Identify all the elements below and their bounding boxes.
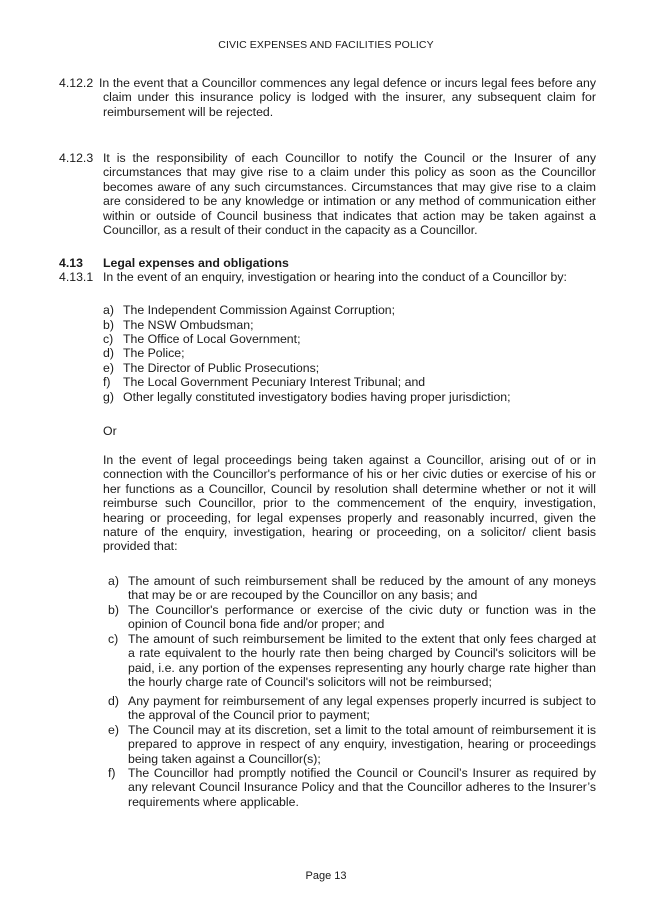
list-text: Other legally constituted investigatory bodies having proper jurisdiction; (123, 390, 511, 404)
list-text: The Councillor's performance or exercise of the civic duty or function was in the opinion of Council bona fide and/or proper; and (128, 603, 596, 632)
list-label: e) (108, 723, 119, 737)
or-text: Or (103, 424, 117, 438)
clause-text: It is the responsibility of each Councillor to notify the Council or the Insurer of any circumstances that may give rise to a claim under this policy as soon as the Councillor becomes aware of any such circumstances. Circumstances that may give rise to a claim are considered to be any knowledge or intimation or any method of communication either within or outside of Council business that indicates that action may be taken against a Councillor, as a result of their conduct in the capacity as a Councillor. (103, 151, 596, 238)
list-text: Any payment for reimbursement of any legal expenses properly incurred is subject to the approval of the Council prior to payment; (128, 694, 596, 723)
list-text: The Council may at its discretion, set a limit to the total amount of reimbursement it is prepared to approve in respect of any enquiry, investigation, hearing or proceedings being taken against a Councillor(s); (128, 723, 596, 766)
list-text: The amount of such reimbursement be limited to the extent that only fees charged at a rate equivalent to the hourly rate then being charged by Council's solicitors will be paid, i.e. any portion of the expenses representing any hourly charge rate higher than the hourly charge rate of Council's solicitors will not be reimbursed; (128, 632, 596, 690)
list-label: f) (108, 766, 116, 780)
clause-intro: In the event of an enquiry, investigation or hearing into the conduct of a Councillor by: (103, 270, 567, 284)
list-text: The Independent Commission Against Corruption; (123, 303, 396, 317)
list-label: b) (103, 318, 114, 332)
clause-number: 4.12.3 (59, 151, 94, 165)
list-text: The Local Government Pecuniary Interest Tribunal; and (123, 375, 426, 389)
clause-text: In the event that a Councillor commences any legal defence or incurs legal fees before any claim under this insurance policy is lodged with the insurer, any subsequent claim for reimbursement will be rejected. (99, 76, 596, 119)
list-text: The Director of Public Prosecutions; (123, 361, 320, 375)
list-label: e) (103, 361, 114, 375)
section-number: 4.13 (59, 256, 83, 270)
proceedings-text: In the event of legal proceedings being taken against a Councillor, arising out of or in connection with the Councillor's performance of his or her civic duties or exercise of his or her functions as a Councillor, Council by resolution shall determine whether or not it will reimburse such Councillor, prior to the commencement of the enquiry, investigation, hearing or proceeding, for legal expenses properly and reasonably incurred, given the nature of the enquiry, investigation, hearing or proceeding, on a solicitor/ client basis provided that: (103, 453, 596, 554)
list-text: The NSW Ombudsman; (123, 318, 254, 332)
page-header: CIVIC EXPENSES AND FACILITIES POLICY (218, 39, 434, 51)
clause-number: 4.12.2 (59, 76, 94, 90)
list-label: c) (103, 332, 114, 346)
list-text: The Councillor had promptly notified the Council or Council’s Insurer as required by any relevant Council Insurance Policy and that the Councillor adheres to the Insurer’s requirements where applicable. (128, 766, 596, 809)
list-label: d) (103, 346, 114, 360)
list-label: c) (108, 632, 119, 646)
clause-number: 4.13.1 (59, 270, 94, 284)
list-text: The Police; (123, 346, 185, 360)
list-text: The Office of Local Government; (123, 332, 301, 346)
list-label: d) (108, 694, 119, 708)
page-number: Page 13 (305, 870, 347, 882)
list-text: The amount of such reimbursement shall be reduced by the amount of any moneys that may be or are recouped by the Councillor on any basis; and (128, 574, 596, 603)
list-label: a) (108, 574, 119, 588)
list-label: b) (108, 603, 119, 617)
section-title: Legal expenses and obligations (103, 256, 289, 270)
list-label: g) (103, 390, 114, 404)
list-label: a) (103, 303, 114, 317)
list-label: f) (103, 375, 111, 389)
